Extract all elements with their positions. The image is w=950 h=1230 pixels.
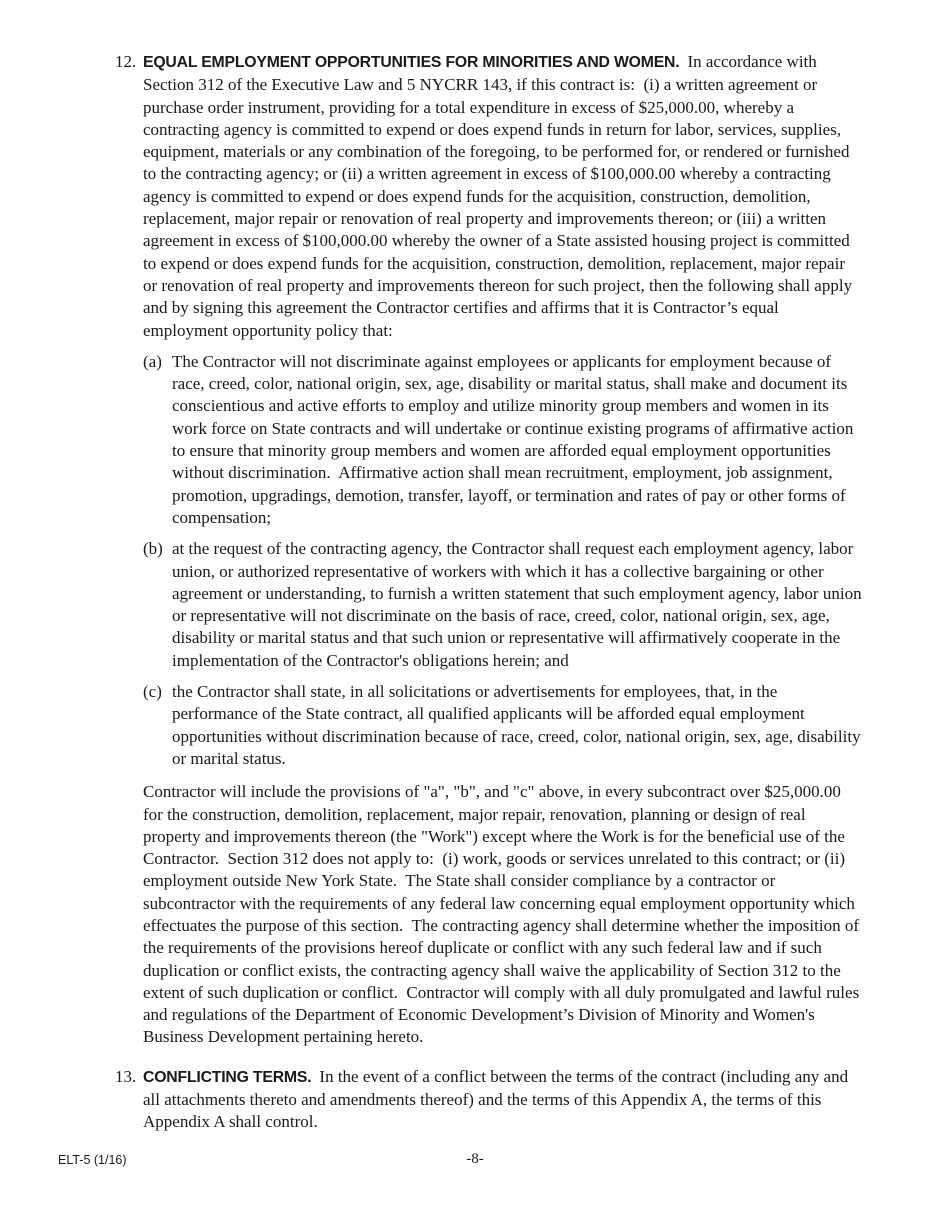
subitem-a (143, 351, 862, 529)
subitem-a-marker: (a) (143, 351, 162, 371)
footer-page-number: -8- (466, 1151, 484, 1167)
subitem-c (143, 681, 865, 770)
section-12-intro-text: In accordance with Section 312 of the Executive Law and 5 NYCRR 143, if this contract is: (i) a written agreement or purchase order instrument, providing for a total expenditure in excess of $25,000.00, whereby a contracting agency is committed to expend or does expend funds in return for labor, services, supplies, equipment, materials or any combination of the foregoing, to be performed for, or rendered or furnished to the contracting agency; or (ii) a written agreement in excess of $100,000.00 whereby a contracting agency is committed to expend or does expend funds for the acquisition, construction, demolition, replacement, major repair or renovation of real property and improvements thereon; or (iii) a written agreement in excess of $100,000.00 whereby the owner of a State assisted housing project is committed to expend or does expend funds for the acquisition, construction, demolition, replacement, major repair or renovation of real property and improvements thereon for such project, then the following shall apply and by signing this agreement the Contractor certifies and affirms that it is Contractor’s equal employment opportunity policy that: (143, 52, 857, 340)
subitem-c-text: the Contractor shall state, in all solicitations or advertisements for employees, that, in the performance of the State contract, all qualified applicants will be afforded equal employment opportunities without discrimination because of race, creed, color, national origin, sex, age, disability or marital status. (172, 682, 865, 768)
section-12-lead-paragraph (143, 51, 862, 342)
footer-form-code: ELT-5 (1/16) (58, 1153, 127, 1167)
section-13-number: 13. (115, 1066, 137, 1086)
section-13-intro-text: In the event of a conflict between the terms of the contract (including any and all attachments thereto and amendments thereof) and the terms of this Appendix A, the terms of this Appendix A shall control. (143, 1066, 853, 1132)
section-12-number: 12. (115, 52, 137, 71)
section-12-content (143, 51, 866, 1049)
section-13-content (143, 1066, 862, 1134)
section-13-heading: CONFLICTING TERMS. (143, 1068, 312, 1086)
section-13 (115, 1066, 862, 1134)
subitem-b (143, 538, 866, 672)
section-13-lead-paragraph (143, 1066, 862, 1134)
subitem-b-text: at the request of the contracting agency, the Contractor shall request each employment agency, labor union, or authorized representative of workers with which it has a collective bargaining or other agreement or understanding, to furnish a written statement that such employment agency, labor union or representative will not discriminate on the basis of race, creed, color, national origin, sex, age, disability or marital status and that such union or representative will affirmatively cooperate in the implementation of the Contractor's obligations herein; and (172, 539, 866, 670)
subitem-b-marker: (b) (143, 539, 163, 559)
section-12 (115, 51, 866, 1049)
document-body (115, 51, 866, 1134)
section-12-closing-paragraph: Contractor will include the provisions of "a", "b", and "c" above, in every subcontract over $25,000.00 for the construction, demolition, replacement, major repair, renovation, planning or design of real property and improvements thereon (the "Work") except where the Work is for the beneficial use of the Contractor. Section 312 does not apply to: (i) work, goods or services unrelated to this contract; or (ii) employment outside New York State. The State shall consider compliance by a contractor or subcontractor with the requirements of any federal law concerning equal employment opportunity which effectuates the purpose of this section. The contracting agency shall determine whether the imposition of the requirements of the provisions hereof duplicate or conflict with any such federal law and if such duplication or conflict exists, the contracting agency shall waive the applicability of Section 312 to the extent of such duplication or conflict. Contractor will comply with all duly promulgated and lawful rules and regulations of the Department of Economic Development’s Division of Minority and Women's Business Development pertaining hereto. (143, 782, 864, 1047)
section-12-heading: EQUAL EMPLOYMENT OPPORTUNITIES FOR MINORITIES AND WOMEN. (143, 54, 680, 71)
subitem-c-marker: (c) (143, 682, 162, 702)
subitem-a-text: The Contractor will not discriminate against employees or applicants for employment because of race, creed, color, national origin, sex, age, disability or marital status, shall make and document its conscientious and active efforts to employ and utilize minority group members and women in its work force on State contracts and will undertake or continue existing programs of affirmative action to ensure that minority group members and women are afforded equal employment opportunities without discrimination. Affirmative action shall mean recruitment, employment, job assignment, promotion, upgradings, demotion, transfer, layoff, or termination and rates of pay or other forms of compensation; (172, 351, 858, 527)
